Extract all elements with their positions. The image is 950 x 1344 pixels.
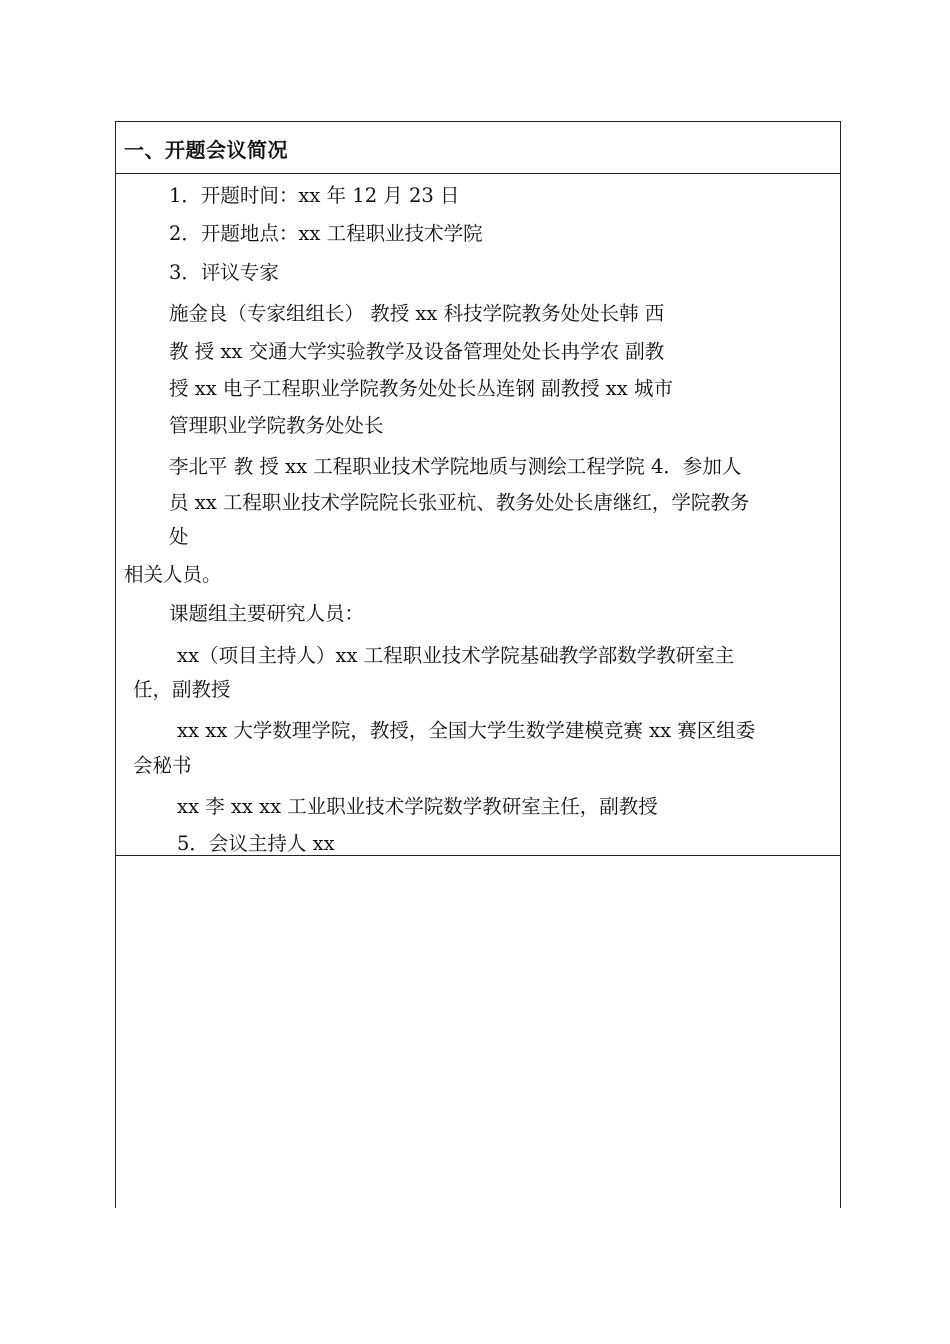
opening-time: 1．开题时间：xx 年 12 月 23 日 — [169, 184, 460, 207]
expert-line: 施金良（专家组组长） 教授 xx 科技学院教务处处长韩 西 — [169, 302, 665, 325]
research-member-line: xx 李 xx xx 工业职业技术学院数学教研室主任，副教授 — [177, 795, 658, 818]
participants-line: 相关人员。 — [124, 563, 222, 586]
section-title: 一、开题会议简况 — [124, 138, 288, 162]
research-member-line: 会秘书 — [133, 754, 192, 777]
report-form-table — [115, 121, 841, 1208]
research-member-line: 任，副教授 — [133, 678, 231, 701]
expert-line: 管理职业学院教务处处长 — [169, 414, 384, 437]
review-experts-heading: 3．评议专家 — [169, 261, 279, 284]
participants-line: 员 xx 工程职业技术学院院长张亚杭、教务处处长唐继红，学院教务 — [169, 491, 750, 514]
meeting-summary-cell — [116, 174, 840, 856]
section-header-cell — [116, 122, 840, 174]
expert-line: 授 xx 电子工程职业学院教务处处长丛连钢 副教授 xx 城市 — [169, 377, 673, 400]
research-member-line: xx xx 大学数理学院，教授，全国大学生数学建模竞赛 xx 赛区组委 — [177, 719, 756, 742]
research-members-heading: 课题组主要研究人员： — [169, 602, 365, 625]
research-member-line: xx（项目主持人）xx 工程职业技术学院基础教学部数学教研室主 — [177, 644, 735, 667]
expert-line: 李北平 教 授 xx 工程职业技术学院地质与测绘工程学院 4．参加人 — [169, 455, 742, 478]
participants-line: 处 — [169, 525, 189, 548]
blank-cell — [116, 856, 840, 1208]
meeting-host: 5．会议主持人 xx — [177, 832, 335, 855]
opening-location: 2．开题地点：xx 工程职业技术学院 — [169, 222, 483, 245]
expert-line: 教 授 xx 交通大学实验教学及设备管理处处长冉学农 副教 — [169, 340, 665, 363]
